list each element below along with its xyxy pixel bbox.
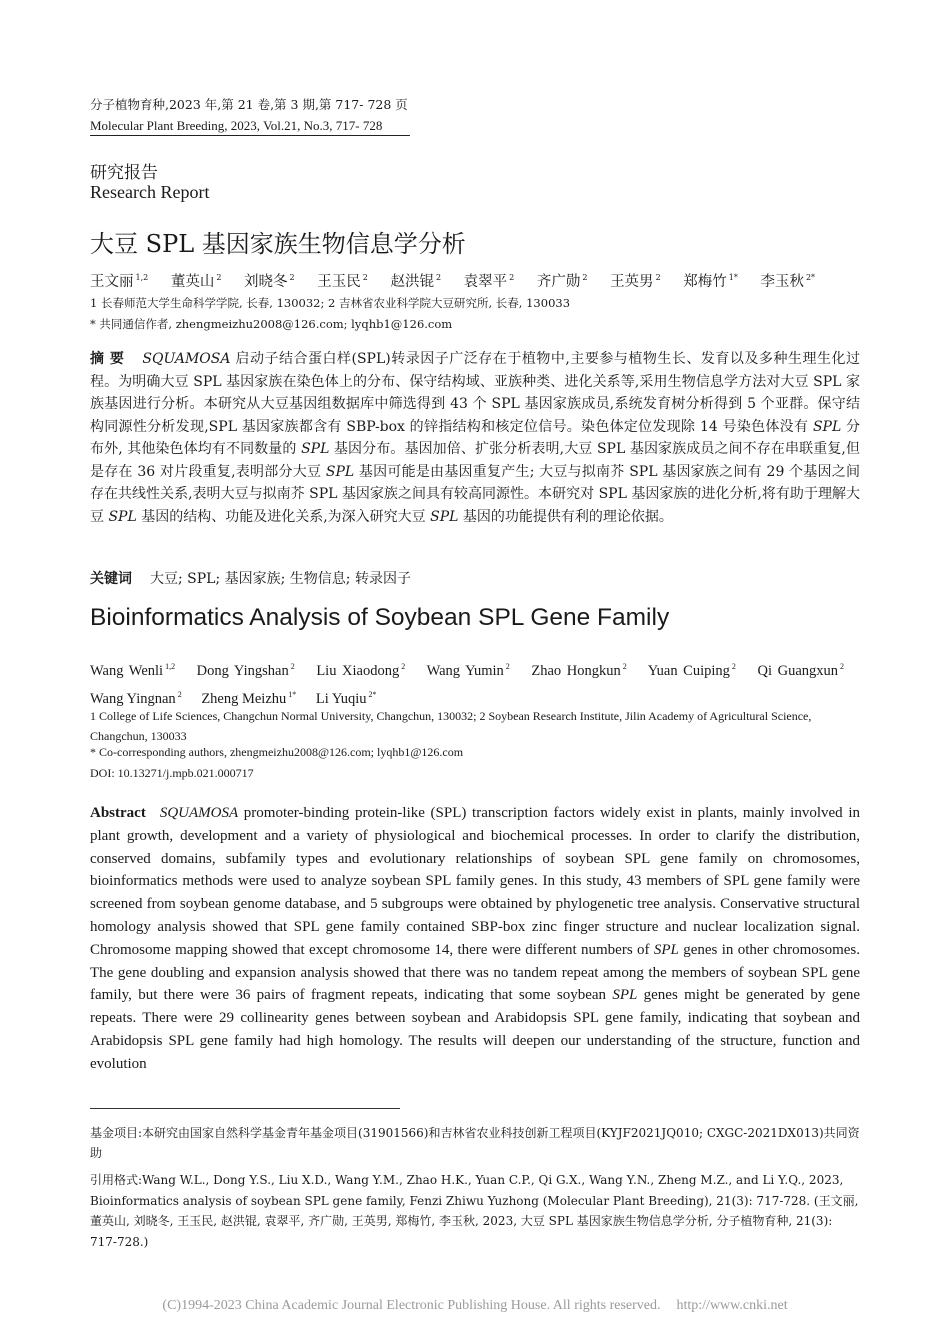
cnki-link[interactable]: http://www.cnki.net <box>676 1298 788 1313</box>
copyright-footer <box>0 1298 950 1314</box>
author-en: Zheng Meizhu $^{1*}$ <box>201 690 297 707</box>
author-en: Zhao Hongkun $^2$ <box>531 662 627 679</box>
abstract-en: Abstract SQUAMOSA promoter-binding protein-like (SPL) transcription factors widely exist in plants, mainly involved in plant growth, development and a variety of physiological and biochemical processes. In order to clarify the distribution, conserved domains, subfamily types and evolutionary relationships of soybean SPL gene family on chromosomes, bioinformatics methods were used to analyze soybean SPL family genes. In this study, 43 members of SPL gene family were screened from soybean genome database, and 5 subgroups were obtained by phylogenetic tree analysis. Conservative structural homology analysis showed that SPL gene family contained SBP-box zinc finger structure and nuclear localization signal. Chromosome mapping showed that except chromosome 14, there were different numbers of SPL genes in other chromosomes. The gene doubling and expansion analysis showed that there was no tandem repeat among the members of soybean SPL gene family, but there were 36 pairs of fragment repeats, indicating that some soybean SPL genes might be generated by gene repeats. There were 29 collinearity genes between soybean and Arabidopsis SPL gene family, indicating that soybean and Arabidopsis SPL gene family had high homology. The results will deepen our understanding of the structure, function and evolution <box>90 805 861 1072</box>
journal-citation-cn: 分子植物育种,2023 年,第 21 卷,第 3 期,第 717- 728 页 <box>90 97 408 112</box>
author-cn: 李玉秋 $^{2*}$ <box>760 273 816 290</box>
author-cn: 齐广勋 $^2$ <box>536 273 588 290</box>
author-en: Li Yuqiu $^{2*}$ <box>315 690 377 707</box>
abstract-label-cn: 摘 要 <box>90 351 125 367</box>
footnote-divider <box>90 1108 400 1109</box>
article-type-cn: 研究报告 <box>90 163 158 183</box>
author-en: Liu Xiaodong $^2$ <box>316 662 406 679</box>
author-en: Wang Wenli $^{1,2}$ <box>90 662 176 679</box>
affiliation-en: 1 College of Life Sciences, Changchun Normal University, Changchun, 130032; 2 Soybean Research Institute, Jilin Academy of Agricultural Science, Changchun, 130033 <box>90 709 812 743</box>
page-title-en: Bioinformatics Analysis of Soybean SPL Gene Family <box>90 604 670 631</box>
page-title-cn: 大豆 SPL 基因家族生物信息学分析 <box>90 230 466 258</box>
keywords-text-cn: 大豆; SPL; 基因家族; 生物信息; 转录因子 <box>150 571 411 587</box>
author-cn: 郑梅竹 $^{1*}$ <box>683 273 738 290</box>
author-en: Wang Yumin $^2$ <box>426 662 510 679</box>
author-cn: 袁翠平 $^2$ <box>463 273 515 290</box>
author-cn: 王玉民 $^2$ <box>317 273 368 290</box>
keywords-label-cn: 关键词 <box>90 571 132 587</box>
funding-note: 基金项目:本研究由国家自然科学基金青年基金项目(31901566)和吉林省农业科技创新工程项目(KYJF2021JQ010; CXGC-2021DX013)共同资助 <box>90 1126 860 1160</box>
author-list-cn <box>90 270 833 291</box>
author-cn: 董英山 $^2$ <box>170 273 222 290</box>
journal-citation-en: Molecular Plant Breeding, 2023, Vol.21, No.3, 717- 728 <box>90 118 410 136</box>
author-en: Wang Yingnan $^2$ <box>90 690 182 707</box>
author-cn: 赵洪锟 $^2$ <box>390 273 442 290</box>
author-en: Qi Guangxun $^2$ <box>757 662 844 679</box>
citation-note: 引用格式:Wang W.L., Dong Y.S., Liu X.D., Wang Y.M., Zhao H.K., Yuan C.P., Qi G.X., Wang Y.N., Zheng M.Z., and Li Y.Q., 2023, Bioinformatics analysis of soybean SPL gene family, Fenzi Zhiwu Yuzhong (Molecular Plant Breeding), 21(3): 717-728. (王文丽, 董英山, 刘晓冬, 王玉民, 赵洪锟, 袁翠平, 齐广勋, 王英男, 郑梅竹, 李玉秋, 2023, 大豆 SPL 基因家族生物信息学分析, 分子植物育种, 21(3): 717-728.) <box>90 1173 859 1249</box>
copyright-text: (C)1994-2023 China Academic Journal Electronic Publishing House. All rights reserved. <box>162 1298 661 1313</box>
abstract-cn: 摘 要 SQUAMOSA 启动子结合蛋白样(SPL)转录因子广泛存在于植物中,主要参与植物生长、发育以及多种生理生化过程。为明确大豆 SPL 基因家族在染色体上的分布、保守结构域、亚族种类、进化关系等,采用生物信息学方法对大豆 SPL 家族基因进行分析。本研究从大豆基因组数据库中筛选得到 43 个 SPL 基因家族成员,系统发育树分析得到 5 个亚群。保守结构同源性分析发现,SPL 基因家族都含有 SBP-box 的锌指结构和核定位信号。染色体定位发现除 14 号染色体没有 SPL 分布外, 其他染色体均有不同数量的 SPL 基因分布。基因加倍、扩张分析表明,大豆 SPL 基因家族成员之间不存在串联重复,但是存在 36 对片段重复,表明部分大豆 SPL 基因可能是由基因重复产生; 大豆与拟南芥 SPL 基因家族之间有 29 个基因之间存在共线性关系,表明大豆与拟南芥 SPL 基因家族之间具有较高同源性。本研究对 SPL 基因家族的进化分析,将有助于理解大豆 SPL 基因的结构、功能及进化关系,为深入研究大豆 SPL 基因的功能提供有利的理论依据。 <box>90 351 860 525</box>
keywords-cn <box>90 568 411 588</box>
abstract-label-en: Abstract <box>90 805 146 821</box>
author-list-en <box>90 655 860 711</box>
doi[interactable]: DOI: 10.13271/j.mpb.021.000717 <box>90 766 254 780</box>
author-en: Yuan Cuiping $^2$ <box>647 662 736 679</box>
author-en: Dong Yingshan $^2$ <box>196 662 295 679</box>
corresponding-author-en: * Co-corresponding authors, zhengmeizhu2008@126.com; lyqhb1@126.com <box>90 745 464 759</box>
author-cn: 刘晓冬 $^2$ <box>244 273 295 290</box>
article-type-en: Research Report <box>90 182 210 202</box>
affiliation-cn: 1 长春师范大学生命科学学院, 长春, 130032; 2 吉林省农业科学院大豆研究所, 长春, 130033 <box>90 296 571 310</box>
author-cn: 王英男 $^2$ <box>610 273 661 290</box>
corresponding-author-cn: * 共同通信作者, zhengmeizhu2008@126.com; lyqhb1@126.com <box>90 317 453 331</box>
author-cn: 王文丽 $^{1,2}$ <box>90 273 149 290</box>
